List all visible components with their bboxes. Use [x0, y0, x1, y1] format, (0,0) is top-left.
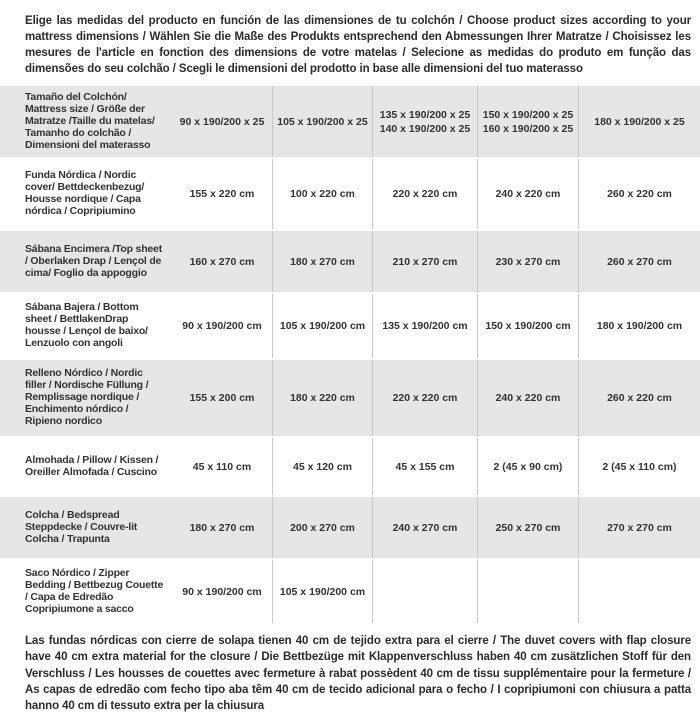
size-value-line: 180 x 190/200 x 25: [594, 115, 685, 128]
size-value-line: 230 x 270 cm: [495, 255, 561, 268]
size-value-line: 155 x 200 cm: [189, 392, 255, 405]
size-value-cell: [477, 560, 578, 623]
size-value-cell: [477, 294, 578, 358]
product-row-label: Sábana Bajera / Bottom sheet / BettlakenDrap housse / Lençol de baixo/ Lenzuolo con angoli: [25, 301, 148, 350]
size-value-line: 260 x 220 cm: [607, 392, 672, 405]
size-value-line: 90 x 190/200 cm: [182, 320, 262, 333]
size-value-line: 160 x 190/200 x 25: [482, 122, 574, 135]
size-value-cell: [477, 86, 578, 157]
size-value-cell: [172, 360, 272, 436]
table-row: [0, 159, 700, 231]
size-value-line: 135 x 190/200 cm: [382, 320, 468, 333]
size-value-line: 45 x 120 cm: [293, 460, 352, 473]
size-value-line: 180 x 220 cm: [290, 392, 355, 405]
size-value-cell: [372, 231, 477, 292]
table-row: [0, 231, 700, 294]
size-value-line: 210 x 270 cm: [392, 255, 458, 268]
size-value-line: 2 (45 x 110 cm): [602, 460, 677, 473]
size-value-cell: [172, 86, 272, 157]
size-value-cell: [272, 560, 372, 623]
size-value-line: 250 x 270 cm: [495, 521, 561, 534]
size-value-cell: [477, 438, 578, 495]
product-row-label: Saco Nórdico / Zipper Bedding / Bettbezug Couette / Capa de Edredão Copripiumone a sacco: [25, 566, 164, 615]
size-value-cell: [372, 560, 477, 623]
size-value-line: 220 x 220 cm: [392, 392, 458, 405]
size-value-line: 240 x 220 cm: [495, 392, 561, 405]
size-value-cell: [578, 294, 700, 358]
size-table: [0, 86, 700, 625]
table-row: [0, 294, 700, 360]
size-value-cell: [172, 231, 272, 292]
size-value-cell: [372, 86, 477, 157]
size-value-cell: [172, 560, 272, 623]
size-value-line: 180 x 270 cm: [189, 521, 255, 534]
size-value-line: 140 x 190/200 x 25: [379, 122, 471, 135]
size-value-cell: [272, 86, 372, 157]
table-row: [0, 560, 700, 625]
size-value-cell: [578, 231, 700, 292]
size-value-cell: [578, 86, 700, 157]
size-value-line: 160 x 270 cm: [189, 255, 255, 268]
size-value-line: 240 x 220 cm: [495, 188, 561, 201]
product-row-label: Relleno Nórdico / Nordic filler / Nordische Füllung / Remplissage nordique / Enchimento nórdico / Ripieno nordico: [25, 367, 149, 428]
size-value-cell: [477, 497, 578, 558]
size-value-cell: [272, 360, 372, 436]
size-value-cell: [372, 159, 477, 229]
size-value-cell: [172, 294, 272, 358]
product-row-label: Colcha / Bedspread Steppdecke / Couvre-lit Colcha / Trapunta: [25, 508, 138, 545]
product-row-label: Almohada / Pillow / Kissen / Oreiller Almofada / Cuscino: [25, 453, 159, 478]
size-value-cell: [272, 497, 372, 558]
size-value-line: 135 x 190/200 x 25: [379, 108, 471, 121]
size-value-cell: [477, 360, 578, 436]
header-instructions-text: Elige las medidas del producto en función de las dimensiones de tu colchón / Choose product sizes according to your mattress dimensions / Wählen Sie die Maße des Produkts entsprechend den Abmessungen Ihrer Matratze / Choisissez les mesures de l'article en fonction des dimensions de votre matelas / Selecione as medidas do produto em função das dimensões do seu colchão / Scegli le dimensioni del prodotto in base alle dimensioni del tuo materasso: [25, 15, 691, 76]
size-value-cell: [172, 497, 272, 558]
product-row-label: Funda Nórdica / Nordic cover/ Bettdeckenbezug/ Housse nordique / Capa nórdica / Copripiumino: [25, 169, 145, 218]
size-value-cell: [172, 438, 272, 495]
size-value-line: 180 x 270 cm: [290, 255, 355, 268]
size-value-cell: [372, 294, 477, 358]
size-value-line: 220 x 220 cm: [392, 188, 458, 201]
size-value-cell: [578, 560, 700, 623]
size-value-line: 180 x 190/200 cm: [596, 320, 683, 333]
size-value-cell: [578, 497, 700, 558]
size-value-line: 105 x 190/200 x 25: [277, 115, 368, 128]
size-value-line: 240 x 270 cm: [392, 521, 458, 534]
table-row: [0, 360, 700, 438]
size-value-cell: [372, 497, 477, 558]
footer-flap-closure-note: Las fundas nórdicas con cierre de solapa tienen 40 cm de tejido extra para el cierre / The duvet covers with flap closure have 40 cm extra material for the closure / Die Bettbezüge mit Klappenverschluss haben 40 cm zusätzlichen Stoff für den Verschluss / Les housses de couettes avec fermeture à rabat possèdent 40 cm de tissu supplémentaire pour la fermeture / As capas de edredão com fecho tipo aba têm 40 cm de tecido adicional para o fecho / I copripiumoni con chiusura a patta hanno 40 cm di tessuto extra per la chiusura: [25, 635, 691, 712]
size-value-line: 105 x 190/200 cm: [279, 585, 366, 598]
size-value-line: 270 x 270 cm: [607, 521, 672, 534]
size-value-line: 105 x 190/200 cm: [279, 320, 366, 333]
size-value-cell: [578, 438, 700, 495]
product-row-label: Tamaño del Colchón/ Mattress size / Größe der Matratze /Taille du matelas/ Tamanho do colchão / Dimensioni del materasso: [25, 90, 155, 151]
size-value-cell: [578, 159, 700, 229]
size-value-line: 90 x 190/200 x 25: [179, 115, 265, 128]
size-value-cell: [272, 438, 372, 495]
size-value-cell: [172, 159, 272, 229]
size-value-cell: [372, 360, 477, 436]
size-value-line: 260 x 220 cm: [607, 188, 672, 201]
size-value-cell: [272, 294, 372, 358]
table-row: [0, 497, 700, 560]
size-value-line: 45 x 110 cm: [192, 460, 252, 473]
size-value-cell: [477, 231, 578, 292]
size-value-line: 100 x 220 cm: [290, 188, 355, 201]
size-value-line: 90 x 190/200 cm: [182, 585, 262, 598]
size-value-line: 150 x 190/200 x 25: [482, 108, 574, 121]
size-value-cell: [578, 360, 700, 436]
size-value-line: 45 x 155 cm: [395, 460, 455, 473]
size-value-cell: [372, 438, 477, 495]
table-row: [0, 86, 700, 159]
size-value-line: 2 (45 x 90 cm): [493, 460, 563, 473]
size-value-line: 155 x 220 cm: [189, 188, 255, 201]
size-value-line: 200 x 270 cm: [290, 521, 355, 534]
size-value-cell: [477, 159, 578, 229]
size-value-line: 260 x 270 cm: [607, 255, 672, 268]
size-value-cell: [272, 159, 372, 229]
size-value-line: 150 x 190/200 cm: [485, 320, 571, 333]
size-value-cell: [272, 231, 372, 292]
table-row: [0, 438, 700, 497]
product-row-label: Sábana Encimera /Top sheet / Oberlaken Drap / Lençol de cima/ Foglio da appoggio: [25, 242, 162, 279]
